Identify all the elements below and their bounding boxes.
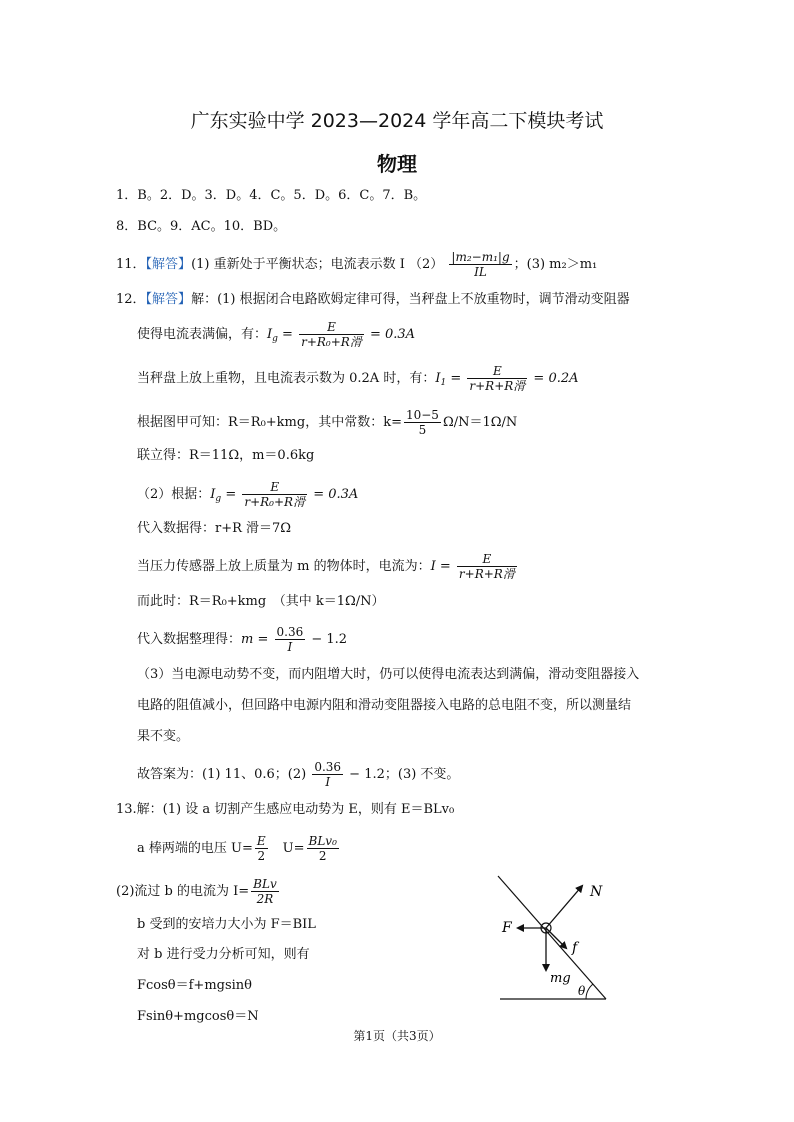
label-f: f — [572, 940, 578, 956]
q12-l6-num: E — [242, 480, 307, 495]
q11-line — [116, 250, 597, 279]
exam-title: 广东实验中学 2023—2024 学年高二下模块考试 — [190, 110, 604, 132]
q13-l2-num-2: BLv₀ — [308, 834, 337, 848]
q12-l3-lhs: I — [435, 371, 441, 386]
q12-l8-lhs: I — [430, 559, 436, 574]
angle-arc — [586, 984, 593, 999]
q13-l2-num: E — [256, 834, 266, 848]
q12-l6-rhs: = 0.3A — [309, 487, 359, 502]
q12-l10-fraction — [275, 625, 306, 654]
q13-line-7: Fsinθ+mgcosθ＝N — [137, 1009, 259, 1024]
q12-l2-num: E — [299, 320, 364, 335]
q12-l6-lhs-sub: g — [215, 494, 222, 504]
q13-l2-den-2: 2 — [318, 849, 327, 863]
q13-line-6: Fcosθ＝f+mgsinθ — [137, 978, 253, 993]
q13-l2-text: a 棒两端的电压 U= — [137, 841, 253, 856]
q12-line-10 — [137, 625, 347, 654]
q12-l10-text: 代入数据整理得： — [137, 632, 242, 647]
q12-l4-text: 根据图甲可知：R＝R₀+kmg，其中常数：k= — [137, 415, 402, 430]
q12-intro: 解：(1) 根据闭合电路欧姆定律可得，当秤盘上不放重物时，调节滑动变阻器 — [191, 292, 630, 307]
answers-line-1: 1．B。2．D。3．D。4．C。5．D。6．C。7．B。 — [116, 188, 427, 203]
q12-l4-den: 5 — [418, 423, 427, 437]
q12-l2-den: r+R₀+R滑 — [301, 335, 362, 349]
q12-line-7: 代入数据得：r+R 滑＝7Ω — [137, 521, 292, 536]
q13-line-3 — [116, 877, 281, 906]
q13-line-5: 对 b 进行受力分析可知，则有 — [137, 947, 310, 962]
q12-l10-den: I — [287, 640, 293, 654]
q12-l14-text: 故答案为：(1) 11、0.6；(2) — [137, 767, 307, 782]
q12-l2-lhs-sub: g — [272, 334, 278, 344]
q12-l8-eq: = — [435, 559, 455, 574]
q12-line-3 — [137, 364, 579, 393]
label-mg: mg — [550, 971, 571, 986]
q11-part1: (1) 重新处于平衡状态；电流表示数 I （2） — [191, 257, 444, 272]
q12-l3-num: E — [467, 364, 527, 379]
q12-tag: 【解答】 — [145, 292, 192, 307]
q12-line-4 — [137, 408, 517, 437]
label-F: F — [502, 920, 512, 936]
q12-l6-eq: = — [221, 487, 241, 502]
answers-line-2: 8．BC。9．AC。10．BD。 — [116, 219, 287, 234]
q12-l2-fraction — [299, 320, 364, 349]
subject-title: 物理 — [377, 152, 417, 176]
q12-l10-eq: = — [253, 632, 273, 647]
page-footer: 第1页（共3页） — [353, 1029, 441, 1043]
q12-l4-rhs: Ω/N＝1Ω/N — [442, 415, 518, 430]
q12-line-2 — [137, 320, 415, 349]
normal-force-arrow — [546, 886, 582, 928]
q13-line-2 — [137, 834, 341, 863]
q12-l3-lhs-sub: 1 — [440, 378, 447, 388]
q12-l8-num: E — [457, 552, 517, 567]
force-diagram — [490, 870, 620, 1005]
q12-line-6 — [137, 480, 358, 509]
q11-tag: 【解答】 — [145, 257, 192, 272]
q12-line-8 — [137, 552, 519, 581]
friction-force-arrow — [546, 928, 566, 948]
q12-l8-fraction — [457, 552, 517, 581]
q13-l3-num: BLv — [253, 877, 277, 891]
q12-l6-lhs: I — [210, 487, 216, 502]
q13-l3-text: (2)流过 b 的电流为 I= — [116, 884, 250, 899]
label-N: N — [590, 884, 603, 900]
q11-frac-den: IL — [474, 265, 487, 279]
q13-line-4: b 受到的安培力大小为 F＝BIL — [137, 917, 316, 932]
q12-l2-lhs: I — [267, 327, 273, 342]
q12-line-14 — [137, 760, 459, 789]
q12-l10-lhs: m — [241, 632, 254, 647]
q12-l3-text: 当秤盘上放上重物，且电流表示数为 0.2A 时，有： — [137, 371, 436, 386]
q11-frac-num: |m₂−m₁|g — [451, 250, 510, 264]
q12-l14-fraction — [312, 760, 343, 789]
q12-l14-den: I — [325, 775, 331, 789]
q12-l8-den: r+R+R滑 — [458, 567, 515, 581]
q12-l14-num: 0.36 — [314, 760, 342, 774]
q12-line-5: 联立得：R＝11Ω，m＝0.6kg — [137, 448, 315, 463]
q12-l3-rhs: = 0.2A — [529, 371, 579, 386]
q12-number: 12． — [116, 292, 146, 307]
q12-l2-eq: = — [277, 327, 298, 342]
q12-l10-num: 0.36 — [276, 625, 304, 639]
q12-l4-num: 10−5 — [405, 408, 439, 422]
q11-part3: ；(3) m₂＞m₁ — [513, 257, 598, 272]
q12-l6-den: r+R₀+R滑 — [244, 495, 306, 509]
q13-l3-fraction — [251, 877, 279, 906]
q12-l2-rhs: = 0.3A — [365, 327, 416, 342]
q13-l2-mid: U= — [269, 841, 305, 856]
q13-line-1: 13.解：(1) 设 a 切割产生感应电动势为 E，则有 E＝BLv₀ — [116, 802, 455, 817]
q12-line-12: 电路的阻值减小，但回路中电源内阻和滑动变阻器接入电路的总电阻不变，所以测量结 — [137, 698, 632, 713]
q12-l3-eq: = — [446, 371, 466, 386]
q12-l10-rhs: − 1.2 — [307, 632, 348, 647]
q12-l6-text: （2）根据： — [137, 487, 211, 502]
q11-number: 11． — [116, 257, 146, 272]
q12-l4-fraction — [404, 408, 441, 437]
q13-l2-fraction-2 — [307, 834, 339, 863]
q12-line-13: 果不变。 — [137, 729, 190, 744]
label-theta: θ — [578, 984, 586, 998]
q12-line-11: （3）当电源电动势不变，而内阻增大时，仍可以使得电流表达到满偏，滑动变阻器接入 — [137, 667, 640, 682]
q12-l2-text: 使得电流表满偏，有： — [137, 327, 268, 342]
q12-l8-text: 当压力传感器上放上质量为 m 的物体时，电流为： — [137, 559, 431, 574]
q12-l14-rhs: − 1.2；(3) 不变。 — [345, 767, 460, 782]
q12-l3-den: r+R+R滑 — [469, 379, 526, 393]
q12-line-9: 而此时：R＝R₀+kmg （其中 k＝1Ω/N） — [137, 594, 385, 609]
q12-l3-fraction — [467, 364, 527, 393]
q13-l3-den: 2R — [256, 892, 274, 906]
q13-l2-den: 2 — [257, 849, 266, 863]
q11-fraction — [449, 250, 511, 279]
q12-line-1 — [116, 291, 630, 309]
q13-l2-fraction — [255, 834, 268, 863]
q12-l6-fraction — [242, 480, 307, 509]
